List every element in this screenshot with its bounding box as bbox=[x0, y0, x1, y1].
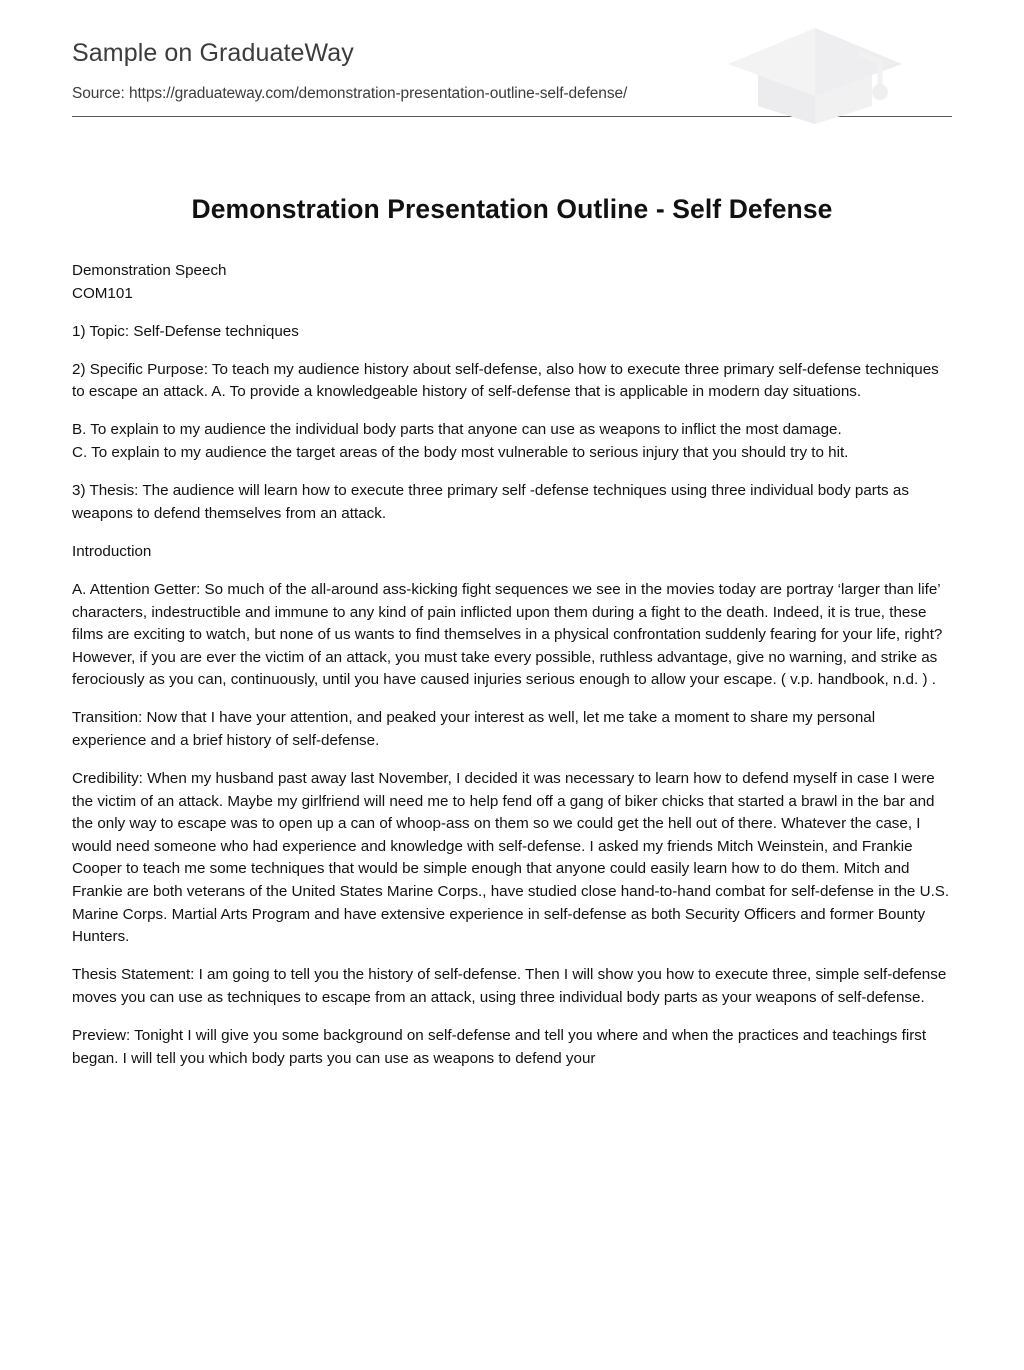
paragraph-attention-getter: A. Attention Getter: So much of the all-around ass-kicking fight sequences we see in the movies today are portray ‘larger than life’ characters, indestructible and immune to any kind of pain inflicted upon them during a fight to the death. Indeed, it is true, these films are exciting to watch, but none of us wants to find themselves in a physical confrontation suddenly fearing for your life, right? However, if you are ever the victim of an attack, you must take every possible, ruthless advantage, give no warning, and strike as ferociously as you can, continuously, until you have caused injuries serious enough to allow your escape. ( v.p. handbook, n.d. ) . bbox=[72, 580, 943, 689]
paragraph-topic: 1) Topic: Self-Defense techniques bbox=[72, 322, 299, 340]
document-header bbox=[72, 0, 952, 142]
source-label: Source: bbox=[72, 85, 125, 102]
paragraph-credibility: Credibility: When my husband past away last November, I decided it was necessary to learn how to defend myself in case I were the victim of an attack. Maybe my girlfriend will need me to help fend off a gang of biker chicks that started a brawl in the bar and the only way to escape was to open up a can of whoop-ass on them so we could get the hell out of there. Whatever the case, I would need someone who had experience and knowledge with self-defense. I asked my friends Mitch Weinstein, and Frankie Cooper to teach me some techniques that would be simple enough that anyone could easily learn how to do them. Mitch and Frankie are both veterans of the United States Marine Corps., have studied close hand-to-hand combat for self-defense in the U.S. Marine Corps. Martial Arts Program and have extensive experience in self-defense as both Security Officers and former Bounty Hunters. bbox=[72, 770, 950, 946]
paragraph-course-code: COM101 bbox=[72, 284, 133, 302]
paragraph-purpose-c: C. To explain to my audience the target areas of the body most vulnerable to serious injury that you should try to hit. bbox=[72, 444, 849, 462]
paragraph-preview: Preview: Tonight I will give you some background on self-defense and tell you where and when the practices and teachings first began. I will tell you which body parts you can use as weapons to defend your bbox=[72, 1027, 927, 1067]
brand-title: Sample on GraduateWay bbox=[72, 39, 354, 67]
paragraph-purpose-b: B. To explain to my audience the individual body parts that anyone can use as weapons to inflict the most damage. bbox=[72, 421, 842, 439]
source-url[interactable]: https://graduateway.com/demonstration-presentation-outline-self-defense/ bbox=[128, 85, 628, 102]
paragraph-thesis-statement: Thesis Statement: I am going to tell you the history of self-defense. Then I will show you how to execute three, simple self-defense moves you can use as techniques to escape from an attack, using three individual body parts as your weapons of self-defense. bbox=[72, 966, 947, 1006]
source-line bbox=[72, 68, 952, 103]
paragraph-demonstration-speech: Demonstration Speech bbox=[72, 262, 227, 279]
page-title: Demonstration Presentation Outline - Self Defense bbox=[191, 194, 833, 224]
paragraph-transition: Transition: Now that I have your attention, and peaked your interest as well, let me take a moment to share my personal experience and a brief history of self-defense. bbox=[72, 709, 876, 749]
paragraph-thesis: 3) Thesis: The audience will learn how to execute three primary self -defense techniques using three individual body parts as weapons to defend themselves from an attack. bbox=[72, 482, 909, 522]
paragraph-specific-purpose: 2) Specific Purpose: To teach my audience history about self-defense, also how to execute three primary self-defense techniques to escape an attack. A. To provide a knowledgeable history of self-defense that is applicable in modern day situations. bbox=[72, 360, 939, 401]
header-divider bbox=[72, 116, 952, 117]
paragraph-introduction-heading: Introduction bbox=[72, 542, 152, 560]
document-body bbox=[72, 225, 952, 1070]
